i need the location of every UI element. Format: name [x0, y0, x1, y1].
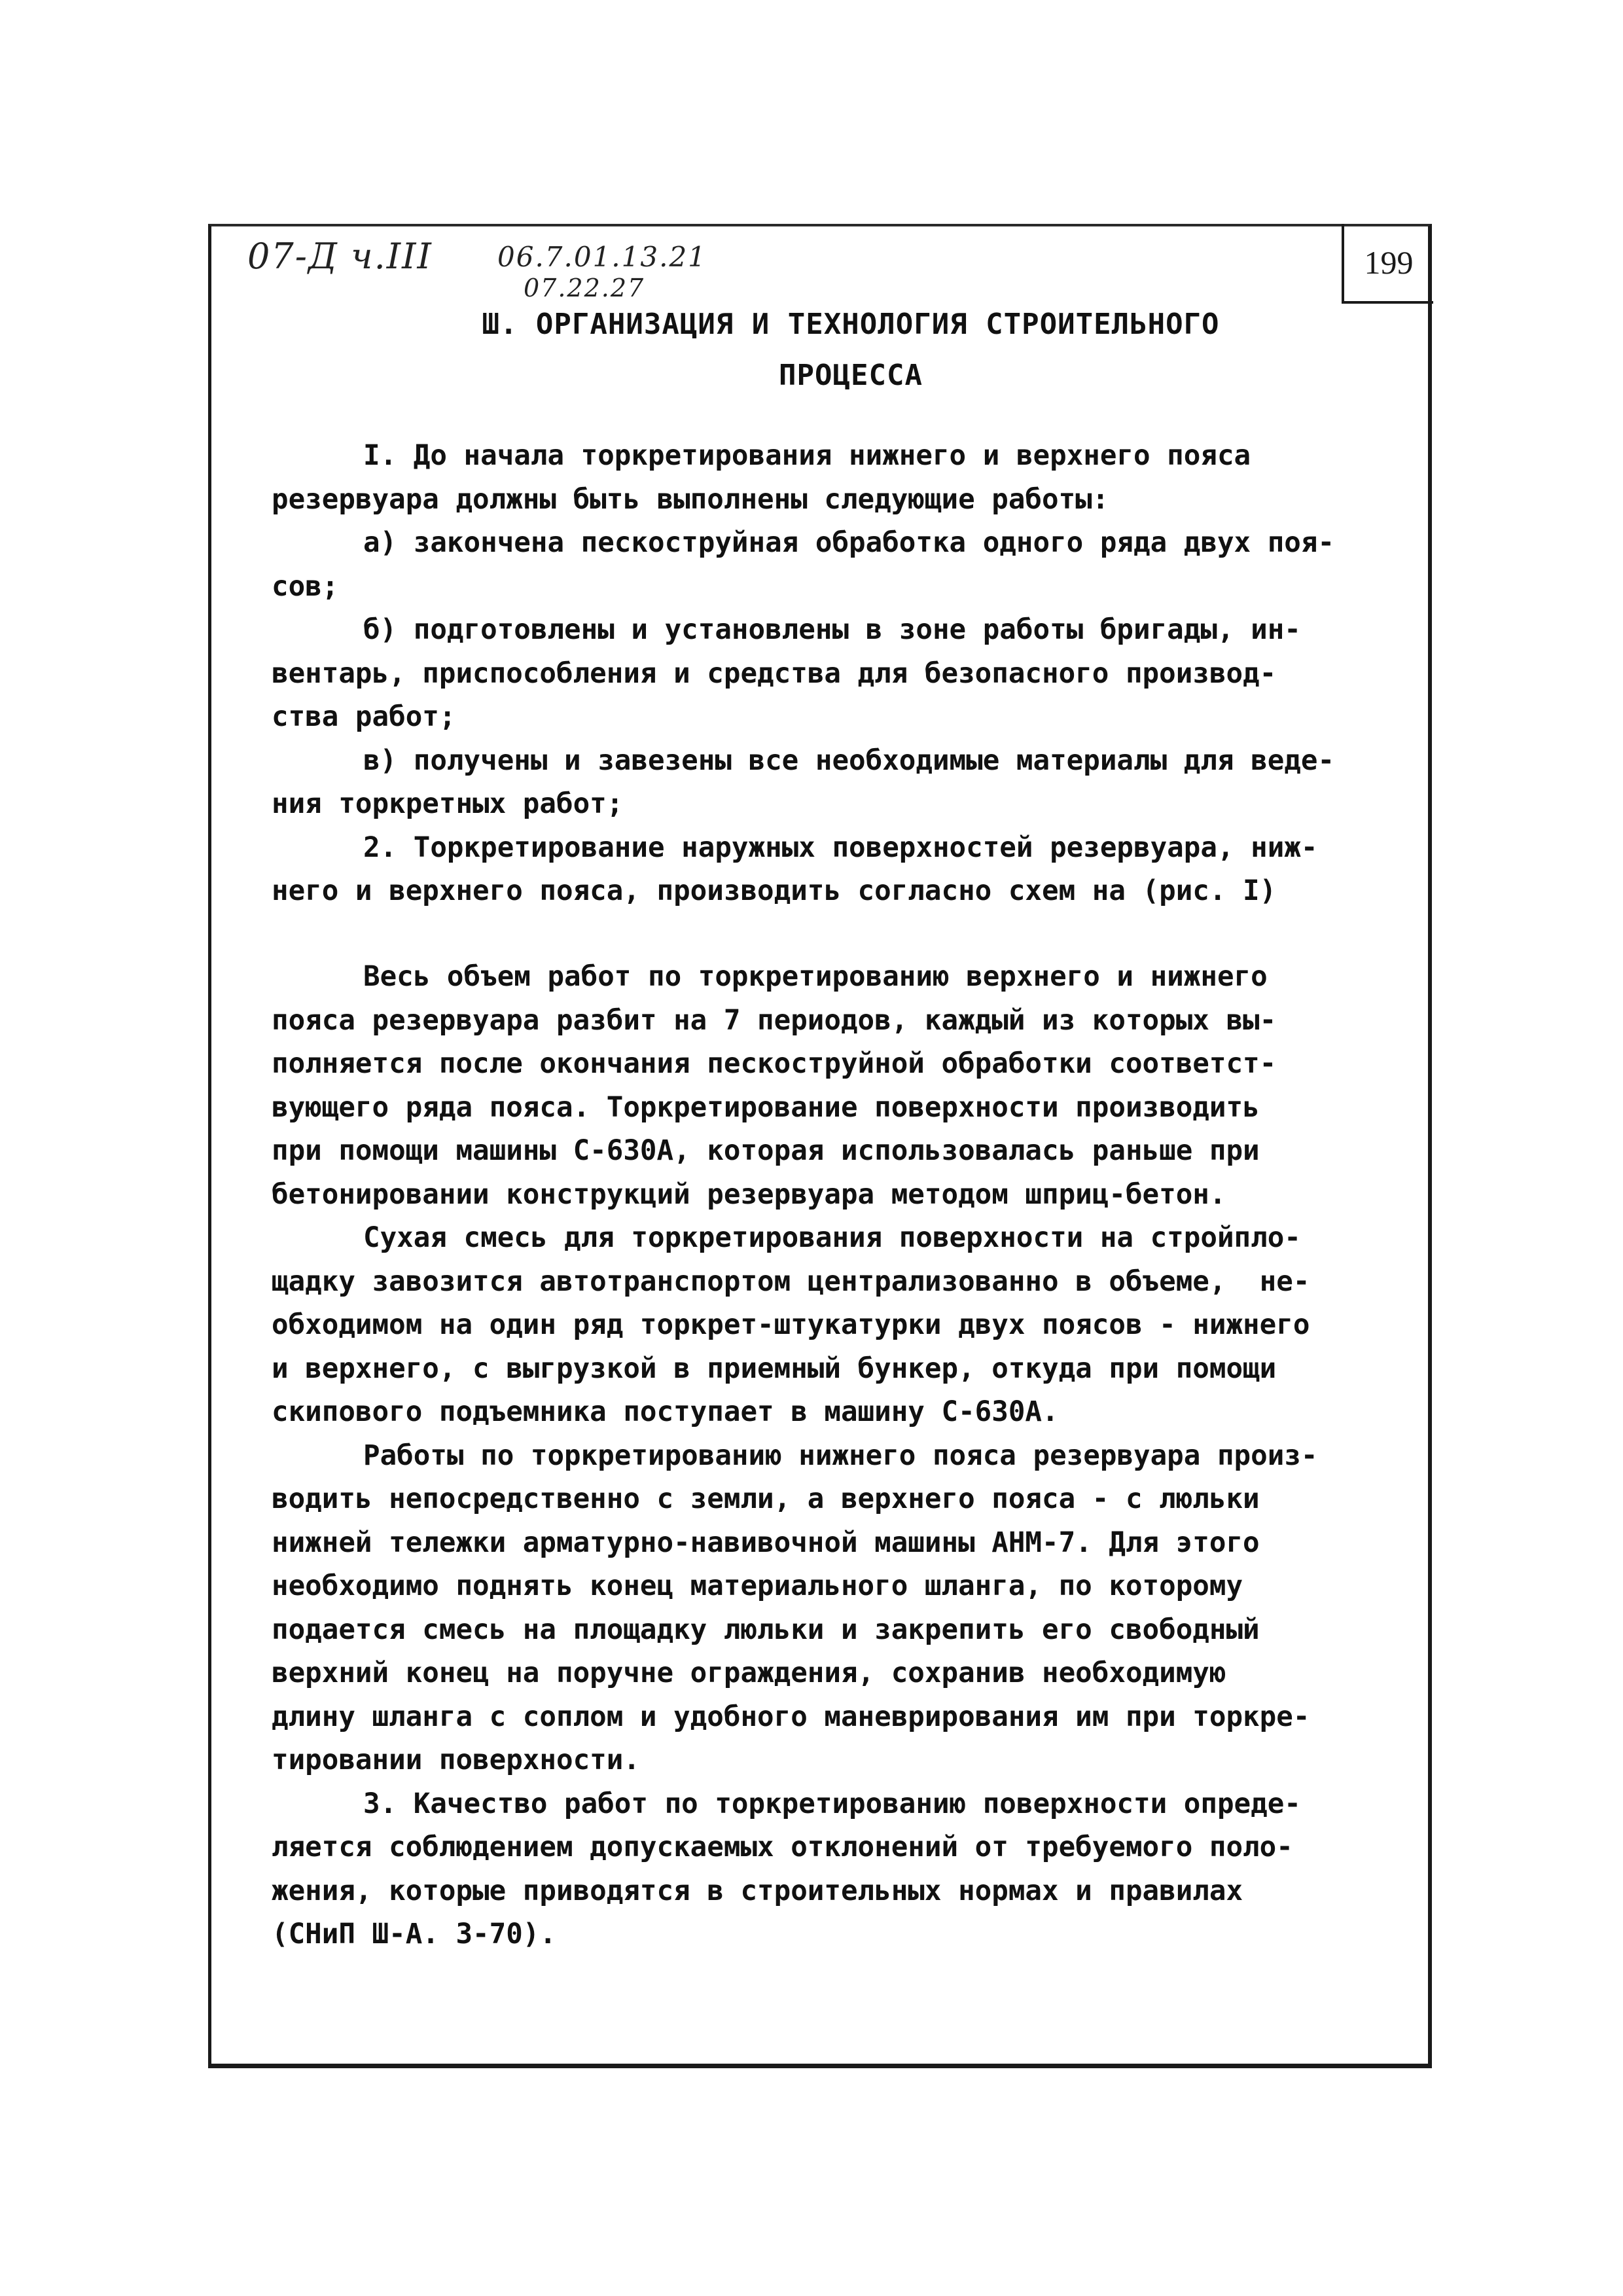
- section-title-line1: Ш. ОРГАНИЗАЦИЯ И ТЕХНОЛОГИЯ СТРОИТЕЛЬНОГО: [482, 308, 1220, 341]
- text-line: Весь объем работ по торкретированию верхнего и нижнего: [363, 961, 1268, 993]
- paragraph-1: [272, 435, 1410, 914]
- text-line: ния торкретных работ;: [272, 788, 624, 820]
- text-line: Сухая смесь для торкретирования поверхности на стройпло-: [363, 1222, 1301, 1254]
- paragraph-2: [272, 956, 1410, 1957]
- text-line: верхний конец на поручне ограждения, сохранив необходимую: [272, 1657, 1226, 1689]
- text-line: резервуара должны быть выполнены следующие работы:: [272, 483, 1109, 516]
- text-line: необходимо поднять конец материального шланга, по которому: [272, 1570, 1243, 1602]
- text-line: водить непосредственно с земли, а верхнего пояса - с люльки: [272, 1483, 1260, 1515]
- text-line: скипового подъемника поступает в машину С-630А.: [272, 1396, 1059, 1428]
- handwritten-code: 07-Д ч.III: [247, 236, 433, 277]
- text-line: жения, которые приводятся в строительных нормах и правилах: [272, 1874, 1243, 1907]
- text-line: вующего ряда пояса. Торкретирование поверхности производить: [272, 1091, 1260, 1124]
- text-line: при помощи машины С-630А, которая использовалась раньше при: [272, 1135, 1260, 1167]
- text-line: а) закончена пескоструйная обработка одного ряда двух поя-: [363, 527, 1335, 559]
- text-line: и верхнего, с выгрузкой в приемный бункер, откуда при помощи: [272, 1352, 1277, 1385]
- text-line: 3. Качество работ по торкретированию поверхности опреде-: [363, 1787, 1301, 1820]
- text-line: него и верхнего пояса, производить согласно схем на (рис. I): [272, 875, 1277, 907]
- text-line: пояса резервуара разбит на 7 периодов, каждый из которых вы-: [272, 1004, 1277, 1037]
- text-line: (СНиП Ш-А. 3-70).: [272, 1918, 556, 1950]
- text-line: вентарь, приспособления и средства для безопасного производ-: [272, 657, 1277, 690]
- text-line: подается смесь на площадку люльки и закрепить его свободный: [272, 1613, 1260, 1646]
- section-title-line2: ПРОЦЕССА: [779, 359, 923, 392]
- text-line: тировании поверхности.: [272, 1744, 640, 1776]
- text-line: нижней тележки арматурно-навивочной машины АНМ-7. Для этого: [272, 1526, 1260, 1559]
- text-line: б) подготовлены и установлены в зоне работы бригады, ин-: [363, 614, 1301, 646]
- handwritten-numbers-2: 07.22.27: [524, 274, 645, 302]
- text-line: щадку завозится автотранспортом централизованно в объеме, не-: [272, 1265, 1310, 1298]
- text-line: бетонировании конструкций резервуара методом шприц-бетон.: [272, 1178, 1226, 1211]
- text-line: I. До начала торкретирования нижнего и верхнего пояса: [363, 440, 1251, 472]
- text-line: обходимом на один ряд торкрет-штукатурки двух поясов - нижнего: [272, 1309, 1310, 1341]
- text-line: Работы по торкретированию нижнего пояса резервуара произ-: [363, 1439, 1318, 1472]
- page-number: 199: [1342, 224, 1433, 304]
- handwritten-numbers-1: 06.7.01.13.21: [497, 241, 707, 273]
- text-line: длину шланга с соплом и удобного маневрирования им при торкре-: [272, 1700, 1310, 1733]
- text-line: полняется после окончания пескоструйной обработки соответст-: [272, 1048, 1277, 1080]
- text-line: сов;: [272, 570, 339, 603]
- text-line: ства работ;: [272, 701, 456, 733]
- text-line: ляется соблюдением допускаемых отклонений от требуемого поло-: [272, 1831, 1293, 1863]
- text-line: в) получены и завезены все необходимые материалы для веде-: [363, 744, 1335, 777]
- text-line: 2. Торкретирование наружных поверхностей резервуара, ниж-: [363, 831, 1318, 864]
